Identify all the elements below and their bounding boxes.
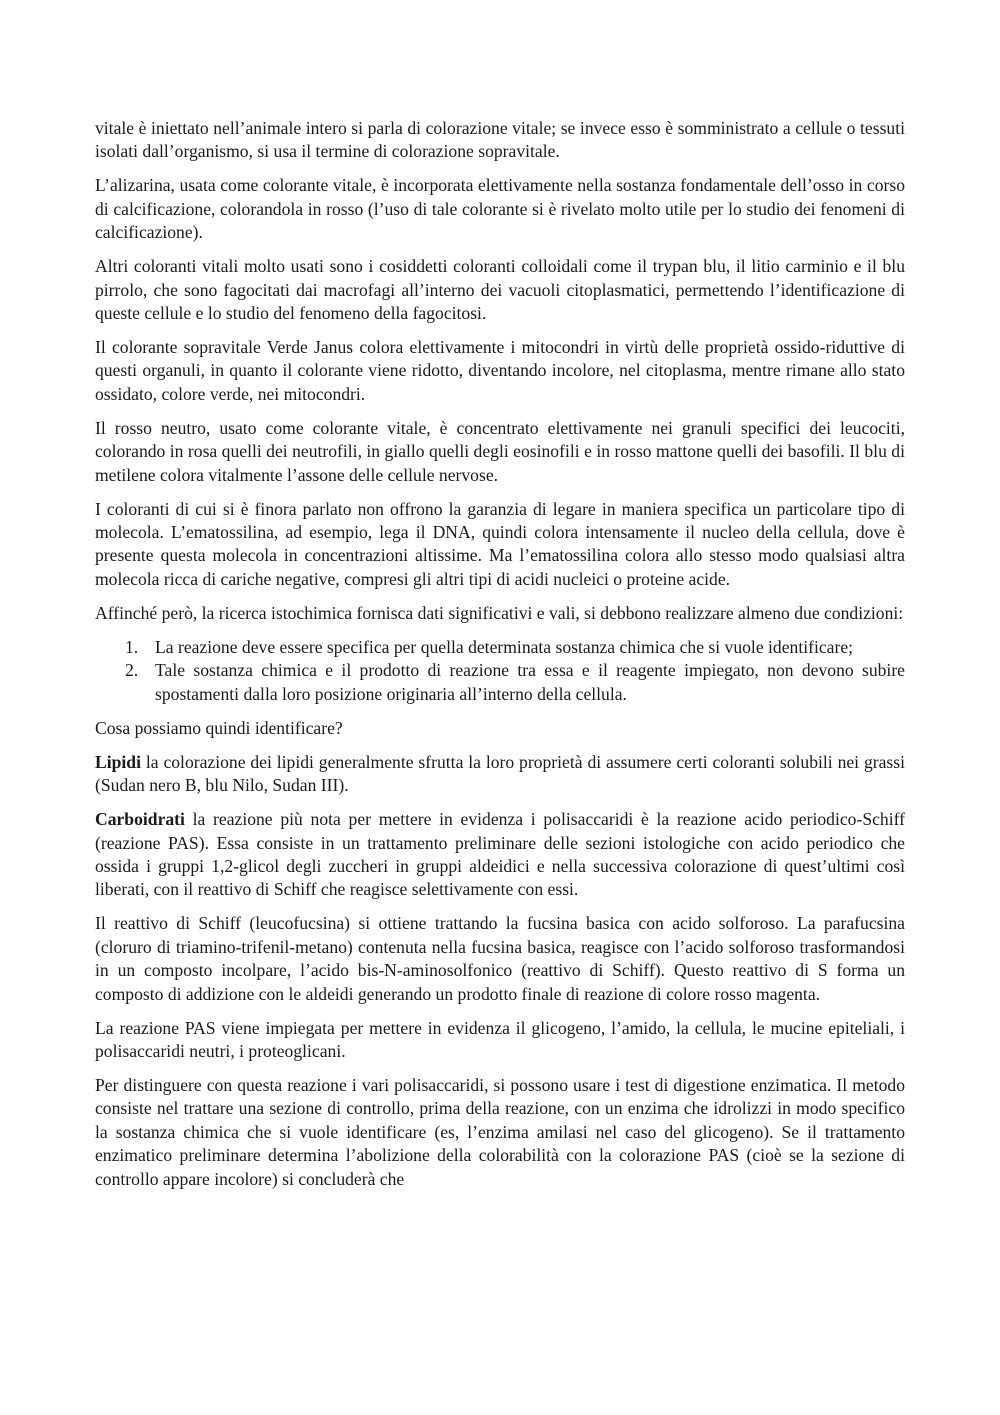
list-item (95, 636, 905, 659)
term-carbohydrates: Carboidrati (95, 809, 185, 830)
document-page (95, 117, 905, 1202)
conditions-list (95, 636, 905, 706)
paragraph-question: Cosa possiamo quindi identificare? (95, 717, 343, 738)
list-item-number: 1. (125, 636, 139, 657)
paragraph-schiff-reagent: Il reattivo di Schiff (leucofucsina) si ottiene trattando la fucsina basica con acido solforoso. La parafucsina (cloruro di triamino-trifenil-metano) contenuta nella fucsina basica, reagisce con l’acido solforoso trasformandosi in un composto incolpare, l’acido bis-N-aminosolfonico (reattivo di Schiff). Questo reattivo di S forma un composto di addizione con le aldeidi generando un prodotto finale di reazione di colore rosso magenta. (95, 913, 905, 1004)
paragraph-hematoxylin: I coloranti di cui si è finora parlato non offrono la garanzia di legare in maniera specifica un particolare tipo di molecola. L’ematossilina, ad esempio, lega il DNA, quindi colora intensamente il nucleo della cellula, dove è presente questa molecola in concentrazioni altissime. Ma l’ematossilina colora allo stesso modo qualsiasi altra molecola ricca di cariche negative, compresi gli altri tipi di acidi nucleici o proteine acide. (95, 498, 905, 589)
paragraph-vital-staining: vitale è iniettato nell’animale intero si parla di colorazione vitale; se invece esso è somministrato a cellule o tessuti isolati dall’organismo, si usa il termine di colorazione sopravitale. (95, 118, 905, 162)
paragraph-lipids-text: la colorazione dei lipidi generalmente sfrutta la loro proprietà di assumere certi coloranti solubili nei grassi (Sudan nero B, blu Nilo, Sudan III). (95, 751, 905, 796)
paragraph-neutral-red: Il rosso neutro, usato come colorante vitale, è concentrato elettivamente nei granuli specifici dei leucociti, colorando in rosa quelli dei neutrofili, in giallo quelli degli eosinofili e in rosso mattone quelli dei basofili. Il blu di metilene colora vitalmente l’assone delle cellule nervose. (95, 417, 905, 485)
paragraph-pas-uses: La reazione PAS viene impiegata per mettere in evidenza il glicogeno, l’amido, la cellula, le mucine epiteliali, i polisaccaridi neutri, i proteoglicani. (95, 1017, 905, 1061)
paragraph-alizarin: L’alizarina, usata come colorante vitale, è incorporata elettivamente nella sostanza fondamentale dell’osso in corso di calcificazione, colorandola in rosso (l’uso di tale colorante si è rivelato molto utile per lo studio dei fenomeni di calcificazione). (95, 175, 905, 243)
paragraph-carbohydrates-text: la reazione più nota per mettere in evidenza i polisaccaridi è la reazione acido periodico-Schiff (reazione PAS). Essa consiste in un trattamento preliminare delle sezioni istologiche con acido periodico che ossida i gruppi 1,2-glicol degli zuccheri in gruppi aldeidici e nella successiva colorazione di quest’ultimi così liberati, con il reattivo di Schiff che reagisce selettivamente con essi. (95, 809, 905, 900)
paragraph-enzymatic-digestion: Per distinguere con questa reazione i vari polisaccaridi, si possono usare i test di digestione enzimatica. Il metodo consiste nel trattare una sezione di controllo, prima della reazione, con un enzima che idrolizzi in modo specifico la sostanza chimica che si vuole identificare (es, l’enzima amilasi nel caso del glicogeno). Se il trattamento enzimatico preliminare determina l’abolizione della colorabilità con la colorazione PAS (cioè se la sezione di controllo appare incolore) si concluderà che (95, 1074, 905, 1189)
paragraph-colloidal-dyes: Altri coloranti vitali molto usati sono i cosiddetti coloranti colloidali come il trypan blu, il litio carminio e il blu pirrolo, che sono fagocitati dai macrofagi all’interno dei vacuoli citoplasmatici, permettendo l’identificazione di queste cellule e lo studio del fenomeno della fagocitosi. (95, 256, 905, 324)
paragraph-conditions-intro: Affinché però, la ricerca istochimica fornisca dati significativi e vali, si debbono realizzare almeno due condizioni: (95, 602, 904, 623)
term-lipids: Lipidi (95, 751, 141, 772)
list-item (95, 659, 905, 706)
paragraph-lipids (95, 751, 905, 798)
list-item-text: La reazione deve essere specifica per quella determinata sostanza chimica che si vuole identificare; (155, 636, 854, 657)
list-item-text: Tale sostanza chimica e il prodotto di reazione tra essa e il reagente impiegato, non devono subire spostamenti dalla loro posizione originaria all’interno della cellula. (155, 660, 905, 704)
list-item-number: 2. (125, 660, 139, 681)
paragraph-carbohydrates (95, 808, 905, 902)
paragraph-janus-green: Il colorante sopravitale Verde Janus colora elettivamente i mitocondri in virtù delle proprietà ossido-riduttive di questi organuli, in quanto il colorante viene ridotto, diventando incolore, nel citoplasma, mentre rimane allo stato ossidato, colore verde, nei mitocondri. (95, 337, 905, 404)
